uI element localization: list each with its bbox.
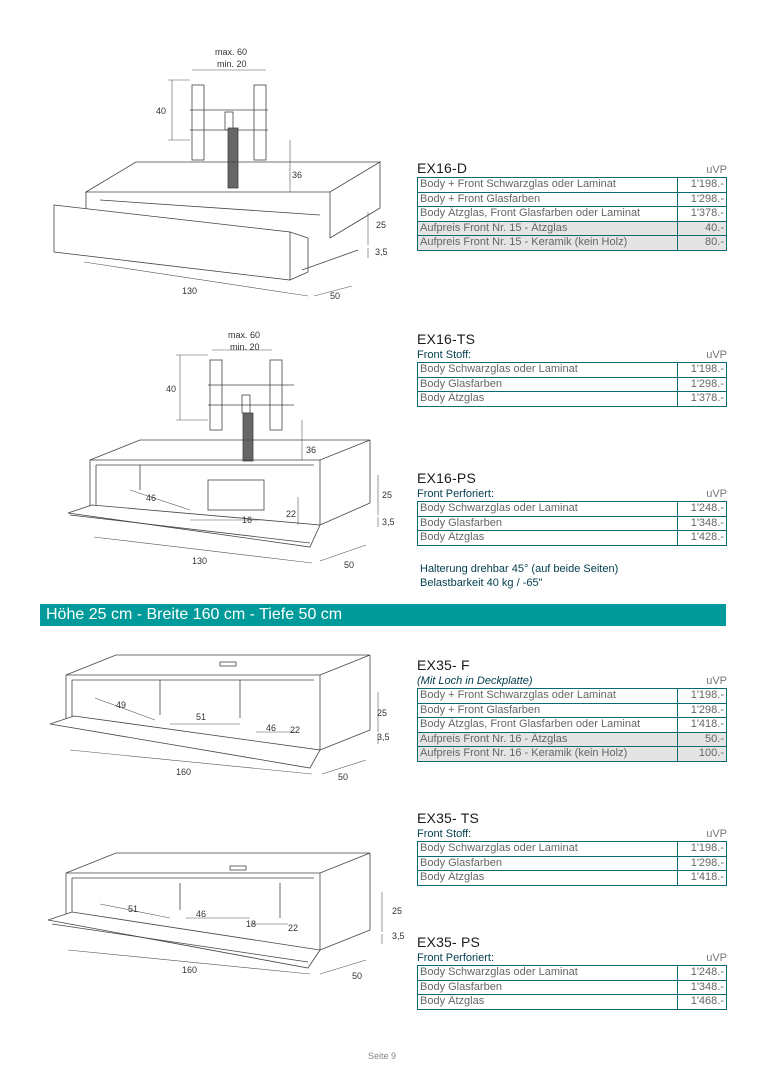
row-price: 40.- [678,221,727,236]
table-row [418,732,727,747]
table-row [418,871,727,886]
fig2-cabinet-height: 25 [382,490,393,500]
fig3-inner-c: 46 [266,723,277,733]
price-table [417,965,727,1010]
row-label: Body + Front Schwarzglas oder Laminat [418,689,678,704]
fig4-inner-h: 22 [288,923,299,933]
drawing-ex35-f-svg [40,640,400,785]
row-label: Body Ätzglas [418,531,678,546]
product-ex35-ts [417,810,727,886]
drawing-ex16-d [40,40,400,305]
drawing-ex35-ts-ps [40,838,405,983]
row-label: Body Ätzglas [418,995,678,1010]
row-label: Body + Front Glasfarben [418,703,678,718]
fig2-max-label: max. 60 [228,330,261,340]
fig4-depth: 50 [352,971,363,981]
fig1-width: 130 [182,286,198,296]
table-row [418,178,727,193]
product-ex16-ts [417,331,727,407]
row-label: Body Ätzglas, Front Glasfarben oder Laminat [418,207,678,222]
price-table [417,501,727,546]
product-subheader [417,348,727,362]
table-row [418,207,727,222]
row-label: Body Schwarzglas oder Laminat [418,842,678,857]
table-row [418,516,727,531]
fig1-min-label: min. 20 [217,59,247,69]
fig3-feet-height: 3,5 [377,732,390,742]
drawing-ex35-f [40,640,400,785]
row-price: 1'378.- [678,392,727,407]
drawing-ex16-ts-ps [40,325,400,580]
table-row [418,221,727,236]
row-price: 1'248.- [678,502,727,517]
section-banner: Höhe 25 cm - Breite 160 cm - Tiefe 50 cm [40,604,726,626]
fig2-bracket-height: 40 [166,384,177,394]
fig4-feet-height: 3,5 [392,931,405,941]
row-label: Body Glasfarben [418,377,678,392]
fig2-width: 130 [192,556,208,566]
table-row [418,392,727,407]
row-label: Body + Front Schwarzglas oder Laminat [418,178,678,193]
fig3-width: 160 [176,767,192,777]
drawing-ex35-ts-ps-svg [40,838,405,983]
product-subheader [417,674,727,688]
product-subtitle: Front Perforiert: [417,952,495,964]
table-row [418,502,727,517]
row-price: 100.- [678,747,727,762]
product-title: EX35- TS [417,810,480,826]
row-price: 1'198.- [678,689,727,704]
row-label: Body Schwarzglas oder Laminat [418,502,678,517]
row-label: Aufpreis Front Nr. 16 - Keramik (kein Holz) [418,747,678,762]
table-row [418,192,727,207]
mount-note [420,562,618,590]
row-price: 1'198.- [678,178,727,193]
note-line-2: Belastbarkeit 40 kg / -65" [420,577,543,589]
row-price: 1'198.- [678,363,727,378]
fig1-depth: 50 [330,291,341,301]
fig3-cabinet-height: 25 [377,708,388,718]
row-label: Body Glasfarben [418,856,678,871]
product-title: EX16-PS [417,470,476,486]
fig2-feet-height: 3,5 [382,517,395,527]
drawing-ex16-ts-ps-svg [40,325,400,580]
price-table [417,177,727,251]
fig1-cabinet-height: 25 [376,220,387,230]
product-subtitle: Front Perforiert: [417,488,495,500]
product-ex35-f [417,657,727,762]
product-title: EX16-TS [417,331,476,347]
row-price: 1'418.- [678,871,727,886]
row-price: 1'198.- [678,842,727,857]
fig3-inner-h: 22 [290,725,301,735]
fig1-feet-height: 3,5 [375,247,388,257]
table-row [418,703,727,718]
table-row [418,856,727,871]
table-row [418,980,727,995]
table-row [418,363,727,378]
product-ex35-ps [417,934,727,1010]
row-price: 1'348.- [678,516,727,531]
fig2-min-label: min. 20 [230,342,260,352]
fig3-depth: 50 [338,772,349,782]
fig2-pole-height: 36 [306,445,317,455]
product-title: EX35- F [417,657,470,673]
row-label: Body Ätzglas [418,871,678,886]
row-price: 1'428.- [678,531,727,546]
table-row [418,377,727,392]
fig2-inner-b: 16 [242,515,253,525]
fig1-max-label: max. 60 [215,47,248,57]
fig2-depth: 50 [344,560,355,570]
uvp-label: uVP [706,349,727,361]
fig3-inner-a: 49 [116,700,127,710]
table-row [418,689,727,704]
row-label: Aufpreis Front Nr. 15 - Keramik (kein Holz) [418,236,678,251]
row-price: 1'468.- [678,995,727,1010]
product-ex16-ps [417,470,727,546]
fig4-inner-c: 18 [246,919,257,929]
table-row [418,966,727,981]
row-label: Body Glasfarben [418,980,678,995]
row-price: 1'298.- [678,856,727,871]
fig4-inner-b: 46 [196,909,207,919]
fig4-cabinet-height: 25 [392,906,403,916]
drawing-ex16-d-svg [40,40,400,305]
price-table [417,841,727,886]
row-price: 1'298.- [678,377,727,392]
fig1-bracket-height: 40 [156,106,167,116]
fig4-width: 160 [182,965,198,975]
price-table [417,688,727,762]
row-price: 1'348.- [678,980,727,995]
fig2-inner-h: 22 [286,509,297,519]
row-price: 1'298.- [678,703,727,718]
row-label: Body Schwarzglas oder Laminat [418,363,678,378]
price-table [417,362,727,407]
row-price: 1'298.- [678,192,727,207]
product-subheader [417,951,727,965]
product-title: EX35- PS [417,934,481,950]
fig4-inner-a: 51 [128,904,139,914]
product-subtitle: Front Stoff: [417,349,472,361]
product-subheader [417,827,727,841]
product-ex16-d [417,160,727,251]
row-label: Body Ätzglas, Front Glasfarben oder Laminat [418,718,678,733]
table-row [418,842,727,857]
table-row [418,531,727,546]
row-price: 1'248.- [678,966,727,981]
uvp-label: uVP [706,828,727,840]
fig1-pole-height: 36 [292,170,303,180]
product-subheader [417,487,727,501]
table-row [418,236,727,251]
uvp-label: uVP [706,488,727,500]
row-label: Body Ätzglas [418,392,678,407]
table-row [418,718,727,733]
uvp-label: uVP [706,952,727,964]
product-title: EX16-D [417,160,468,176]
row-label: Body Schwarzglas oder Laminat [418,966,678,981]
row-price: 80.- [678,236,727,251]
row-label: Body Glasfarben [418,516,678,531]
product-subtitle: (Mit Loch in Deckplatte) [417,675,533,687]
page-number: Seite 9 [367,1051,397,1061]
row-price: 1'418.- [678,718,727,733]
fig2-inner-a: 46 [146,493,157,503]
row-label: Aufpreis Front Nr. 15 - Ätzglas [418,221,678,236]
fig3-inner-b: 51 [196,712,207,722]
note-line-1: Halterung drehbar 45° (auf beide Seiten) [420,563,619,575]
uvp-label: uVP [706,675,727,687]
row-label: Body + Front Glasfarben [418,192,678,207]
row-label: Aufpreis Front Nr. 16 - Ätzglas [418,732,678,747]
product-subtitle: Front Stoff: [417,828,472,840]
row-price: 1'378.- [678,207,727,222]
row-price: 50.- [678,732,727,747]
table-row [418,747,727,762]
uvp-label: uVP [706,164,727,176]
table-row [418,995,727,1010]
